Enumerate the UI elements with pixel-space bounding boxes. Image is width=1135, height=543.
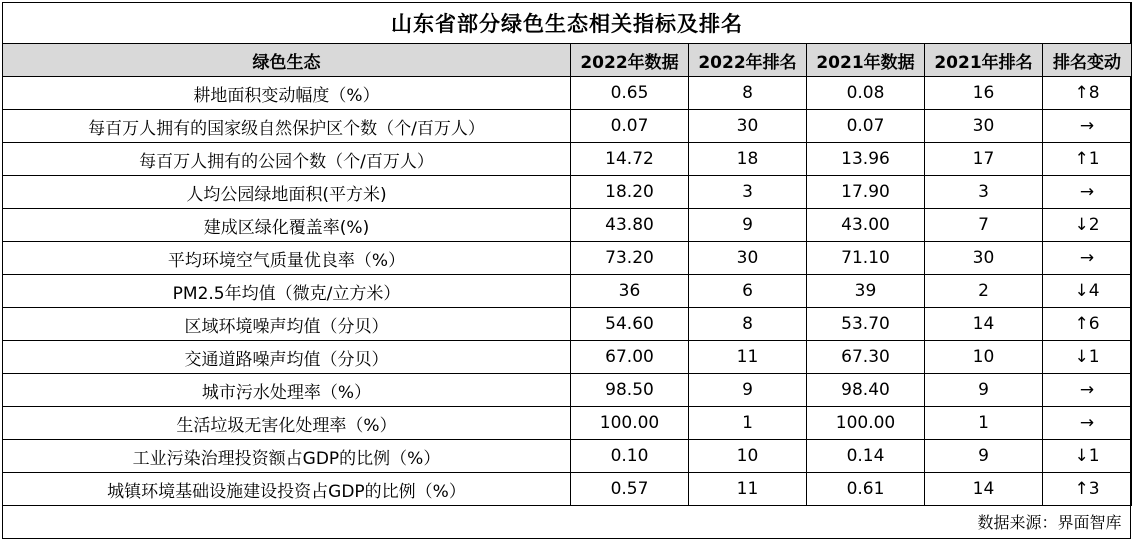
table-row bbox=[3, 143, 1132, 176]
indicator-name: 每百万人拥有的国家级自然保护区个数（个/百万人） bbox=[3, 110, 571, 143]
indicator-table bbox=[2, 2, 1132, 536]
data-2022: 36 bbox=[571, 275, 689, 308]
header-rank-change: 排名变动 bbox=[1043, 44, 1132, 77]
data-2021: 98.40 bbox=[807, 374, 925, 407]
header-row bbox=[3, 44, 1132, 77]
rank-2022: 11 bbox=[689, 473, 807, 506]
rank-2021: 3 bbox=[925, 176, 1043, 209]
rank-change: → bbox=[1043, 374, 1132, 407]
rank-change: ↓1 bbox=[1043, 440, 1132, 473]
indicator-name: 建成区绿化覆盖率(%) bbox=[3, 209, 571, 242]
rank-change: → bbox=[1043, 407, 1132, 440]
indicator-name: 城镇环境基础设施建设投资占GDP的比例（%） bbox=[3, 473, 571, 506]
rank-change: ↑6 bbox=[1043, 308, 1132, 341]
rank-2021: 2 bbox=[925, 275, 1043, 308]
rank-change: ↓2 bbox=[1043, 209, 1132, 242]
rank-2022: 9 bbox=[689, 209, 807, 242]
rank-change: ↓1 bbox=[1043, 341, 1132, 374]
data-2021: 39 bbox=[807, 275, 925, 308]
header-2022-rank: 2022年排名 bbox=[689, 44, 807, 77]
rank-2022: 6 bbox=[689, 275, 807, 308]
data-table-frame bbox=[2, 2, 1131, 539]
indicator-name: 生活垃圾无害化处理率（%） bbox=[3, 407, 571, 440]
data-2022: 18.20 bbox=[571, 176, 689, 209]
rank-change: → bbox=[1043, 176, 1132, 209]
indicator-name: 城市污水处理率（%） bbox=[3, 374, 571, 407]
data-2022: 0.07 bbox=[571, 110, 689, 143]
data-2022: 0.65 bbox=[571, 77, 689, 110]
data-2022: 54.60 bbox=[571, 308, 689, 341]
rank-2021: 14 bbox=[925, 473, 1043, 506]
table-row bbox=[3, 77, 1132, 110]
table-row bbox=[3, 242, 1132, 275]
rank-2021: 17 bbox=[925, 143, 1043, 176]
indicator-name: PM2.5年均值（微克/立方米） bbox=[3, 275, 571, 308]
table-row bbox=[3, 176, 1132, 209]
rank-2022: 9 bbox=[689, 374, 807, 407]
table-row bbox=[3, 473, 1132, 506]
header-2021-data: 2021年数据 bbox=[807, 44, 925, 77]
data-2021: 13.96 bbox=[807, 143, 925, 176]
rank-2022: 1 bbox=[689, 407, 807, 440]
rank-2021: 16 bbox=[925, 77, 1043, 110]
rank-change: → bbox=[1043, 242, 1132, 275]
table-row bbox=[3, 341, 1132, 374]
data-2021: 100.00 bbox=[807, 407, 925, 440]
indicator-name: 平均环境空气质量优良率（%） bbox=[3, 242, 571, 275]
rank-2021: 30 bbox=[925, 110, 1043, 143]
indicator-name: 交通道路噪声均值（分贝） bbox=[3, 341, 571, 374]
data-2022: 100.00 bbox=[571, 407, 689, 440]
data-2022: 98.50 bbox=[571, 374, 689, 407]
data-2021: 0.14 bbox=[807, 440, 925, 473]
rank-2022: 18 bbox=[689, 143, 807, 176]
rank-2022: 3 bbox=[689, 176, 807, 209]
rank-2022: 8 bbox=[689, 77, 807, 110]
rank-2022: 11 bbox=[689, 341, 807, 374]
rank-change: ↑8 bbox=[1043, 77, 1132, 110]
rank-change: ↑3 bbox=[1043, 473, 1132, 506]
data-2021: 0.08 bbox=[807, 77, 925, 110]
data-2022: 14.72 bbox=[571, 143, 689, 176]
table-row bbox=[3, 209, 1132, 242]
header-2022-data: 2022年数据 bbox=[571, 44, 689, 77]
data-2021: 71.10 bbox=[807, 242, 925, 275]
data-2021: 0.07 bbox=[807, 110, 925, 143]
header-2021-rank: 2021年排名 bbox=[925, 44, 1043, 77]
rank-2022: 30 bbox=[689, 110, 807, 143]
rank-2021: 9 bbox=[925, 440, 1043, 473]
table-body bbox=[3, 77, 1132, 506]
indicator-name: 工业污染治理投资额占GDP的比例（%） bbox=[3, 440, 571, 473]
data-2022: 67.00 bbox=[571, 341, 689, 374]
rank-2022: 10 bbox=[689, 440, 807, 473]
table-title: 山东省部分绿色生态相关指标及排名 bbox=[3, 3, 1132, 44]
indicator-name: 区域环境噪声均值（分贝） bbox=[3, 308, 571, 341]
rank-change: ↓4 bbox=[1043, 275, 1132, 308]
data-2021: 67.30 bbox=[807, 341, 925, 374]
source-note: 数据来源：界面智库 bbox=[977, 512, 1122, 532]
table-row bbox=[3, 110, 1132, 143]
rank-change: → bbox=[1043, 110, 1132, 143]
table-row bbox=[3, 374, 1132, 407]
rank-2022: 30 bbox=[689, 242, 807, 275]
data-2022: 0.57 bbox=[571, 473, 689, 506]
rank-2021: 10 bbox=[925, 341, 1043, 374]
indicator-name: 每百万人拥有的公园个数（个/百万人） bbox=[3, 143, 571, 176]
rank-2021: 7 bbox=[925, 209, 1043, 242]
rank-2021: 1 bbox=[925, 407, 1043, 440]
data-2021: 17.90 bbox=[807, 176, 925, 209]
data-2021: 53.70 bbox=[807, 308, 925, 341]
rank-2021: 14 bbox=[925, 308, 1043, 341]
table-row bbox=[3, 275, 1132, 308]
indicator-name: 耕地面积变动幅度（%） bbox=[3, 77, 571, 110]
data-2021: 43.00 bbox=[807, 209, 925, 242]
data-2021: 0.61 bbox=[807, 473, 925, 506]
indicator-name: 人均公园绿地面积(平方米) bbox=[3, 176, 571, 209]
rank-2021: 9 bbox=[925, 374, 1043, 407]
rank-2021: 30 bbox=[925, 242, 1043, 275]
rank-change: ↑1 bbox=[1043, 143, 1132, 176]
rank-2022: 8 bbox=[689, 308, 807, 341]
table-row bbox=[3, 440, 1132, 473]
header-indicator: 绿色生态 bbox=[3, 44, 571, 77]
data-2022: 43.80 bbox=[571, 209, 689, 242]
data-2022: 73.20 bbox=[571, 242, 689, 275]
data-2022: 0.10 bbox=[571, 440, 689, 473]
table-row bbox=[3, 407, 1132, 440]
table-row bbox=[3, 308, 1132, 341]
